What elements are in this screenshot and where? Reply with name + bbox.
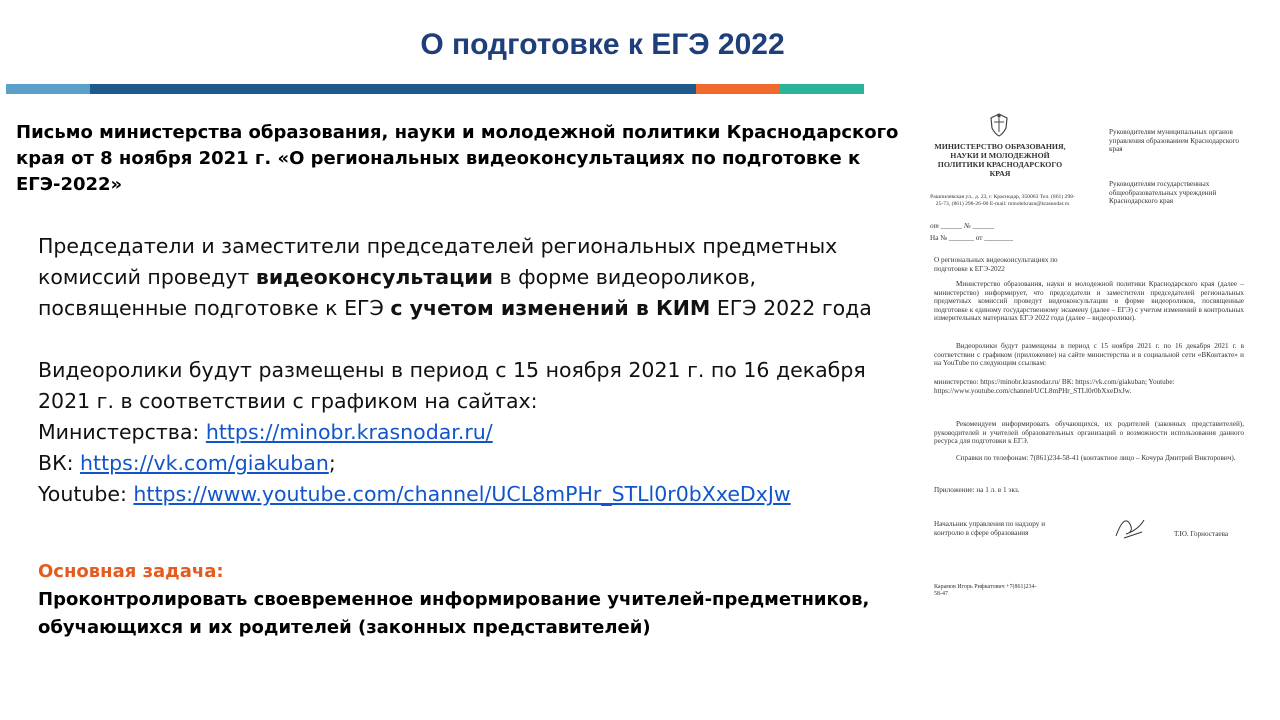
scan-signer-title: Начальник управления по надзору и контролю в сфере образования [934,520,1046,537]
ministry-label: Министерства: [38,420,206,444]
scan-signer-name: Т.Ю. Горностаева [1174,530,1229,538]
scan-executor: Карамов Игорь Рифкатович +7(861)234-58-47 [934,584,1037,598]
letter-heading: Письмо министерства образования, науки и молодежной политики Краснодарского края от 8 ноября 2021 г. «О региональных видеоконсультациях по подготовке к ЕГЭ-2022» [16,122,899,195]
accent-bar-dark-blue [90,84,696,94]
paragraph-text: в форме видеороликов, посвященные подготовке к ЕГЭ [38,265,757,320]
paragraph-consultations [38,231,908,324]
scan-addressee-2: Руководителям государственных общеобразовательных учреждений Краснодарского края [1109,180,1217,206]
paragraph-text: ЕГЭ 2022 года [710,296,872,320]
signature-icon [1110,512,1150,542]
youtube-link[interactable]: https://www.youtube.com/channel/UCL8mPHr_STLl0r0bXxeDxJw [133,482,791,506]
scan-body-3: Рекомендуем информировать обучающихся, их родителей (законных представителей), руководителей и учителей образовательных организаций о возможности использования данного ресурса для подготовки к ЕГЭ. [934,420,1244,446]
scan-reg-ref: На № _______ от ________ [930,234,1013,242]
task-label: Основная задача: [38,561,224,582]
scan-links: министерство: https://minobr.krasnodar.ru/ ВК: https://vk.com/giakuban; Youtube: https://www.youtube.com/channel/UCL8mPHr_STLl0r0bXxeDxJw. [934,378,1175,395]
scan-ministry-name: МИНИСТЕРСТВО ОБРАЗОВАНИЯ, НАУКИ И МОЛОДЕЖНОЙ ПОЛИТИКИ КРАСНОДАРСКОГО КРАЯ [934,142,1066,178]
scan-body-4: Справки по телефонам: 7(861)234-58-41 (контактное лицо – Кочура Дмитрий Викторович). [956,454,1236,462]
coat-of-arms-icon [988,112,1010,138]
task-text: Проконтролировать своевременное информирование учителей-предметников, обучающихся и их родителей (законных представителей) [38,589,870,638]
paragraph-bold-text: видеоконсультации [255,265,494,289]
paragraph-gap [38,324,908,355]
vk-label: ВК: [38,451,81,475]
scan-body-2: Видеоролики будут размещены в период с 15 ноября 2021 г. по 16 декабря 2021 г. в соответствии с графиком (приложение) на сайте министерства и в социальной сети «ВКонтакте» и на YouTube по следующим ссылкам: [934,342,1244,368]
letter-scan-image [922,106,1254,606]
scan-attachment: Приложение: на 1 л. в 1 экз. [934,486,1020,494]
vk-suffix: ; [328,451,336,475]
main-task [38,558,908,642]
ministry-link[interactable]: https://minobr.krasnodar.ru/ [205,420,493,444]
accent-bar-orange [696,84,780,94]
ministry-line [38,417,908,448]
youtube-line [38,479,908,510]
paragraph-bold-text: с учетом изменений в КИМ [390,296,711,320]
vk-link[interactable]: https://vk.com/giakuban [80,451,329,475]
accent-bar-teal [780,84,864,94]
body-text [38,231,908,510]
youtube-label: Youtube: [38,482,134,506]
slide-title: О подготовке к ЕГЭ 2022 [420,28,785,61]
paragraph-text: Председатели и заместители председателей региональных предметных комиссий проведут [38,234,838,289]
paragraph-schedule: Видеоролики будут размещены в период с 15 ноября 2021 г. по 16 декабря 2021 г. в соответствии с графиком на сайтах: [38,358,866,413]
scan-body-1: Министерство образования, науки и молодежной политики Краснодарского края (далее – министерство) информирует, что председатели и заместители председателей региональных предметных комиссий проведут видеоконсультации в форме видеороликов, посвященные подготовке к единому государственному экзамену (далее – ЕГЭ) с учетом изменений в контрольных измерительных материалах ЕГЭ 2022 года (далее – видеоролики). [934,280,1244,323]
scan-addressee-1: Руководителям муниципальных органов управления образованием Краснодарского края [1109,128,1239,154]
scan-address: Рашпилевская ул., д. 23, г. Краснодар, 350063 Тел. (861) 298-25-73, (861) 298-26-00 E-mail: minobrkrasn@krasnodar.ru [930,194,1075,207]
scan-reg-date: от ______ № ______ [930,222,995,230]
vk-line [38,448,908,479]
scan-subject: О региональных видеоконсультациях по подготовке к ЕГЭ-2022 [934,256,1058,273]
accent-bar-light-blue [6,84,90,94]
